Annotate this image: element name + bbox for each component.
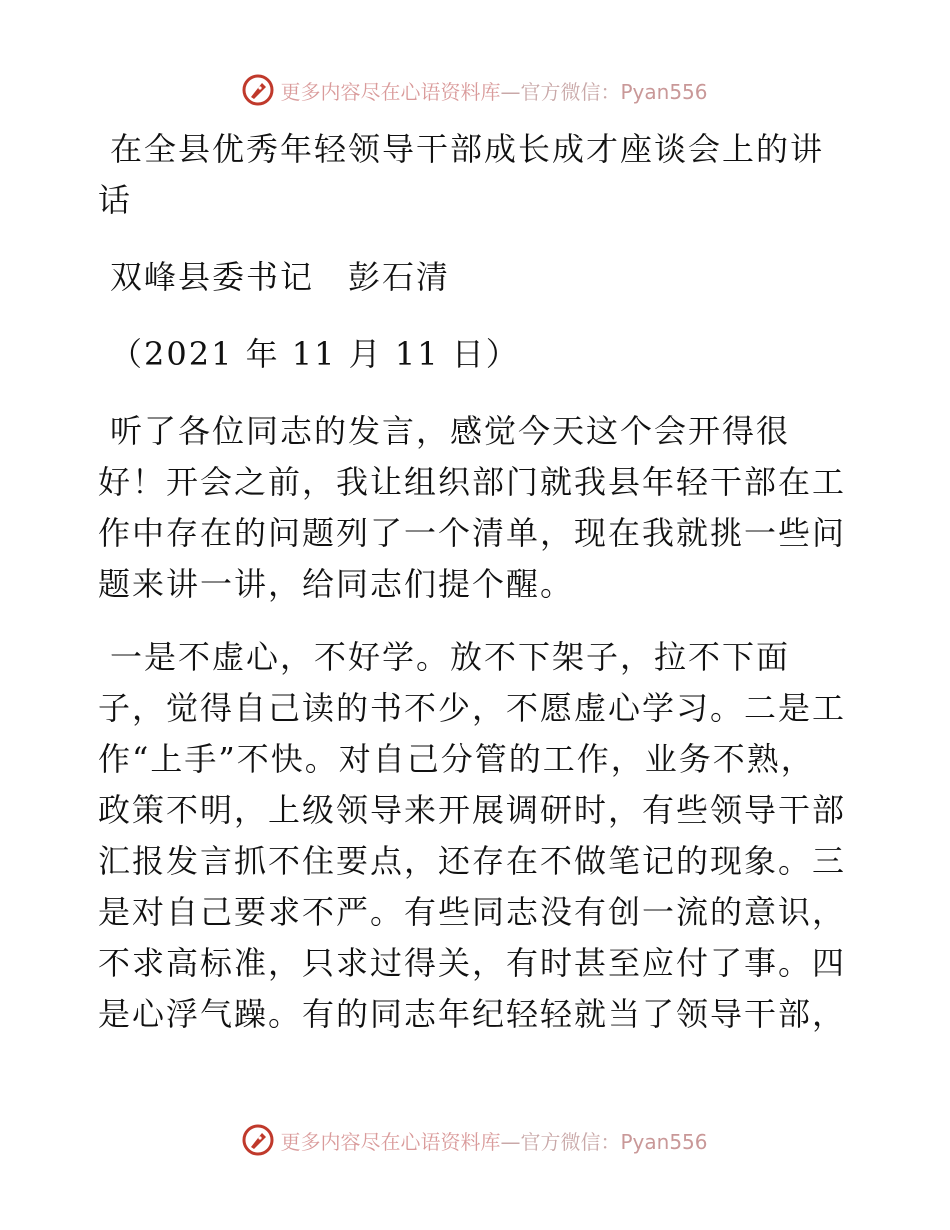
paragraph-line: 是心浮气躁。有的同志年纪轻轻就当了领导干部，: [98, 995, 847, 1033]
paragraph-line: 作中存在的问题列了一个清单，现在我就挑一些问: [98, 514, 847, 552]
watermark-library: 更多内容尽在心语资料库: [280, 1129, 501, 1154]
paragraph-line: 政策不明，上级领导来开展调研时，有些领导干部: [98, 791, 847, 829]
watermark-text: [280, 76, 707, 105]
header-watermark: [0, 70, 950, 110]
paragraph-line: 听了各位同志的发言，感觉今天这个会开得很: [110, 412, 791, 450]
paragraph-1: [98, 406, 850, 610]
watermark-official: —官方微信：: [500, 1129, 621, 1154]
watermark-library: 更多内容尽在心语资料库: [280, 79, 501, 104]
pen-nib-logo-icon: [242, 74, 274, 106]
paragraph-2: [98, 632, 850, 1040]
paragraph-line: 一是不虚心，不好学。放不下架子，拉不下面: [110, 638, 791, 676]
paragraph-line: 汇报发言抓不住要点，还存在不做笔记的现象。三: [98, 842, 847, 880]
paragraph-line: 子，觉得自己读的书不少，不愿虚心学习。二是工: [98, 689, 847, 727]
watermark-official: —官方微信：: [500, 79, 621, 104]
paragraph-line: 题来讲一讲，给同志们提个醒。: [98, 565, 575, 603]
document-title-line-2: 话: [98, 181, 133, 219]
document-body: [98, 124, 850, 1040]
watermark-text: [280, 1126, 707, 1155]
paragraph-line: 不求高标准，只求过得关，有时甚至应付了事。四: [98, 944, 847, 982]
watermark-wechat-id: Pyan556: [620, 79, 708, 104]
pen-nib-logo-icon: [242, 1124, 274, 1156]
footer-watermark: [0, 1120, 950, 1160]
watermark-wechat-id: Pyan556: [620, 1129, 708, 1154]
paragraph-line: 作“上手”不快。对自己分管的工作，业务不熟，: [98, 740, 815, 778]
paragraph-line: 是对自己要求不严。有些同志没有创一流的意识，: [98, 893, 847, 931]
document-date: （2021 年 11 月 11 日）: [110, 335, 520, 373]
document-title-line-1: 在全县优秀年轻领导干部成长成才座谈会上的讲: [110, 130, 825, 168]
document-author: 双峰县委书记 彭石清: [110, 258, 451, 296]
paragraph-line: 好！开会之前，我让组织部门就我县年轻干部在工: [98, 463, 847, 501]
